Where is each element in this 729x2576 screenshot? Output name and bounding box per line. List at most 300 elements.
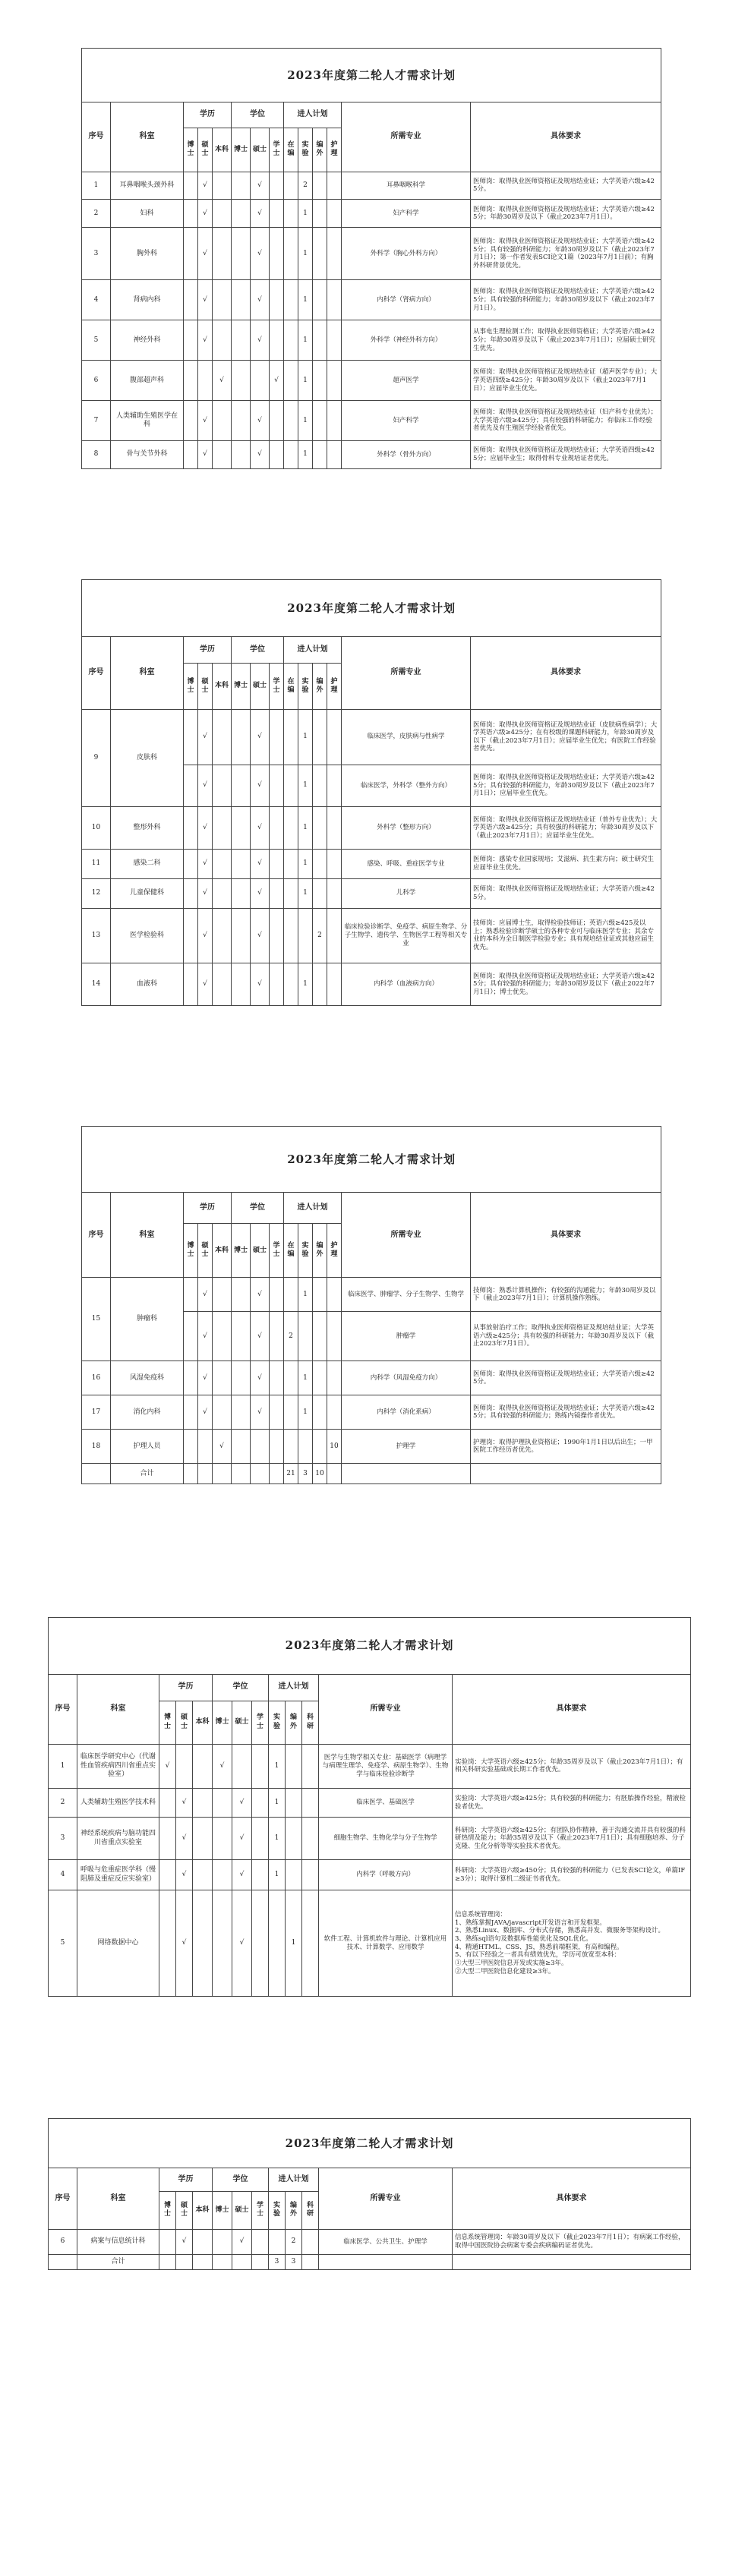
sub-bs: 学士 (270, 1224, 284, 1278)
sub-bs: 学士 (270, 128, 284, 172)
sub-master: 硕士 (176, 1701, 193, 1744)
plan-count (284, 361, 298, 401)
qualification-mark: √ (198, 807, 213, 850)
sub-ex: 编外 (286, 1701, 302, 1744)
qualification-mark: √ (213, 1430, 232, 1464)
plan-count (284, 401, 298, 441)
qualification-mark (184, 963, 198, 1006)
table-row (49, 2255, 691, 2270)
qualification-mark (232, 1278, 251, 1312)
qualification-mark (251, 1430, 270, 1464)
row-major: 临床医学，外科学（整外方向） (342, 765, 471, 807)
row-major: 内科学（呼吸方向） (319, 1859, 453, 1890)
qualification-mark: √ (251, 441, 270, 469)
col-degree: 学位 (213, 2168, 269, 2192)
sub-nurse: 护理 (327, 664, 342, 710)
plan-count: 2 (284, 1312, 298, 1361)
row-department: 人类辅助生殖医学在科 (111, 401, 184, 441)
page-3 (81, 1126, 661, 1484)
qualification-mark (270, 200, 284, 228)
col-major: 所需专业 (342, 1193, 471, 1278)
qualification-mark (213, 172, 232, 200)
table-row (49, 1890, 691, 1997)
plan-count (286, 1744, 302, 1788)
qualification-mark (232, 401, 251, 441)
qualification-mark (232, 1464, 251, 1484)
row-department: 妇科 (111, 200, 184, 228)
sub-in: 实验 (269, 2191, 286, 2229)
sub-bs: 学士 (252, 2191, 269, 2229)
plan-count: 1 (269, 1788, 286, 1817)
qualification-mark (270, 878, 284, 908)
qualification-mark (213, 1788, 232, 1817)
plan-count: 1 (298, 280, 313, 320)
sub-master: 硕士 (198, 1224, 213, 1278)
sub-adm: 科研 (302, 2191, 319, 2229)
plan-count: 1 (269, 1818, 286, 1859)
table-row (49, 2229, 691, 2255)
sub-ms: 硕士 (232, 1701, 252, 1744)
plan-count (302, 1788, 319, 1817)
qualification-mark: √ (251, 228, 270, 280)
col-no: 序号 (49, 2168, 77, 2229)
page-title: 2023年度第二轮人才需求计划 (82, 580, 661, 637)
row-major: 临床医学、基础医学 (319, 1788, 453, 1817)
sub-bs: 学士 (252, 1701, 269, 1744)
sub-dr: 博士 (232, 1224, 251, 1278)
qualification-mark: √ (198, 401, 213, 441)
plan-count: 1 (298, 807, 313, 850)
qualification-mark (213, 441, 232, 469)
qualification-mark (213, 709, 232, 765)
sub-phd: 博士 (184, 1224, 198, 1278)
row-number: 12 (82, 878, 111, 908)
col-edu: 学历 (159, 1674, 213, 1701)
table-row (82, 850, 661, 879)
plan-count (313, 320, 327, 361)
sub-bachelor: 本科 (213, 664, 232, 710)
row-major: 内科学（血液病方向） (342, 963, 471, 1006)
qualification-mark: √ (198, 1278, 213, 1312)
table-row (82, 401, 661, 441)
plan-count: 1 (298, 850, 313, 879)
qualification-mark (270, 1361, 284, 1395)
col-edu: 学历 (184, 102, 232, 128)
qualification-mark: √ (198, 1312, 213, 1361)
qualification-mark (213, 1859, 232, 1890)
plan-count (298, 1312, 313, 1361)
qualification-mark (213, 320, 232, 361)
row-major: 临床医学、公共卫生、护理学 (319, 2229, 453, 2255)
col-major: 所需专业 (319, 1674, 453, 1744)
row-requirement: 医师岗：取得执业医师资格证及规培结业证；大学英语六级≥425分；具有较强的科研能力，年龄30周岁及以下（截止2023年7月1日）；应届毕业生优先。 (471, 765, 661, 807)
row-major: 护理学 (342, 1430, 471, 1464)
row-number: 13 (82, 908, 111, 963)
row-major: 妇产科学 (342, 401, 471, 441)
qualification-mark (270, 765, 284, 807)
plan-count (327, 1361, 342, 1395)
plan-count (284, 908, 298, 963)
sub-adm: 编外 (313, 1224, 327, 1278)
col-degree: 学位 (232, 102, 284, 128)
row-requirement: 医师岗：取得执业医师资格证及规培结业证；大学英语六级≥425分。 (471, 172, 661, 200)
plan-count (327, 401, 342, 441)
plan-count (269, 1890, 286, 1997)
plan-count (286, 1859, 302, 1890)
qualification-mark (198, 1430, 213, 1464)
row-requirement: 医师岗：取得执业医师资格证及规培结业证；大学英语四级≥425分；应届毕业生；取得骨科专业规培证者优先。 (471, 441, 661, 469)
col-edu: 学历 (184, 1193, 232, 1224)
row-number: 8 (82, 441, 111, 469)
qualification-mark (270, 401, 284, 441)
plan-count (327, 1278, 342, 1312)
plan-count (327, 1312, 342, 1361)
row-department: 耳鼻咽喉头颈外科 (111, 172, 184, 200)
row-requirement: 技师岗：应届博士生，取得检验技师证；英语六级≥425及以上；熟悉检验诊断学硕士的各种专业可与临床医学专业；其余专业的本科为全日制医学检验专业；具有规培结业证或其他应届生优先。 (471, 908, 661, 963)
qualification-mark (213, 1361, 232, 1395)
qualification-mark (184, 361, 198, 401)
qualification-mark: √ (251, 850, 270, 879)
plan-count (313, 878, 327, 908)
qualification-mark (270, 228, 284, 280)
plan-count (284, 320, 298, 361)
qualification-mark: √ (251, 1395, 270, 1430)
plan-count (313, 1430, 327, 1464)
qualification-mark (184, 765, 198, 807)
page-4 (48, 1617, 690, 1997)
qualification-mark: √ (198, 441, 213, 469)
plan-count (327, 280, 342, 320)
row-major: 临床医学、肿瘤学、分子生物学、生物学 (342, 1278, 471, 1312)
sub-master: 硕士 (176, 2191, 193, 2229)
plan-count (284, 228, 298, 280)
col-plan: 进人计划 (269, 2168, 319, 2192)
qualification-mark (232, 200, 251, 228)
plan-count (284, 963, 298, 1006)
row-number: 5 (82, 320, 111, 361)
row-department: 骨与关节外科 (111, 441, 184, 469)
plan-count (313, 709, 327, 765)
qualification-mark (213, 2229, 232, 2255)
col-no: 序号 (82, 637, 111, 710)
plan-count: 1 (298, 401, 313, 441)
table-row (82, 441, 661, 469)
qualification-mark: √ (198, 172, 213, 200)
row-number: 1 (82, 172, 111, 200)
plan-count (327, 963, 342, 1006)
row-requirement: 实验岗：大学英语六级≥425分；年龄35周岁及以下（截止2023年7月1日）；有相关科研实验基础或长期工作者优先。 (453, 1744, 691, 1788)
plan-count (313, 401, 327, 441)
qualification-mark (252, 1890, 269, 1997)
plan-count (313, 1278, 327, 1312)
col-req: 具体要求 (471, 1193, 661, 1278)
plan-count: 3 (269, 2255, 286, 2270)
qualification-mark (252, 1818, 269, 1859)
qualification-mark: √ (198, 1361, 213, 1395)
qualification-mark (184, 908, 198, 963)
sub-dr: 博士 (213, 2191, 232, 2229)
table-row (82, 228, 661, 280)
sub-ms: 硕士 (251, 664, 270, 710)
qualification-mark (213, 850, 232, 879)
qualification-mark (184, 1312, 198, 1361)
qualification-mark (232, 172, 251, 200)
row-department: 医学检验科 (111, 908, 184, 963)
qualification-mark (213, 280, 232, 320)
col-degree: 学位 (232, 1193, 284, 1224)
row-department: 血液科 (111, 963, 184, 1006)
qualification-mark (232, 1361, 251, 1395)
plan-count (284, 1430, 298, 1464)
qualification-mark (213, 963, 232, 1006)
row-requirement: 医师岗：取得执业医师资格证及规培结业证；大学英语六级≥425分；具有较强的科研能力；熟练内镜操作者优先。 (471, 1395, 661, 1430)
qualification-mark: √ (251, 807, 270, 850)
qualification-mark (193, 2255, 213, 2270)
qualification-mark (270, 1395, 284, 1430)
row-number: 3 (82, 228, 111, 280)
qualification-mark (232, 361, 251, 401)
row-major: 超声医学 (342, 361, 471, 401)
sub-adm: 编外 (313, 128, 327, 172)
row-major: 耳鼻咽喉科学 (342, 172, 471, 200)
row-department: 胸外科 (111, 228, 184, 280)
sub-dr: 博士 (213, 1701, 232, 1744)
qualification-mark (232, 878, 251, 908)
row-major: 内科学（消化系病） (342, 1395, 471, 1430)
qualification-mark (176, 2255, 193, 2270)
qualification-mark (184, 441, 198, 469)
plan-count (327, 1464, 342, 1484)
sub-bs: 学士 (270, 664, 284, 710)
plan-count (327, 1395, 342, 1430)
plan-count (286, 1818, 302, 1859)
table-row (82, 1395, 661, 1430)
row-department: 护理人员 (111, 1430, 184, 1464)
qualification-mark (270, 441, 284, 469)
sub-ex: 实验 (298, 1224, 313, 1278)
qualification-mark (213, 228, 232, 280)
qualification-mark (232, 807, 251, 850)
qualification-mark: √ (198, 765, 213, 807)
qualification-mark (232, 709, 251, 765)
qualification-mark (193, 1744, 213, 1788)
plan-table-4 (48, 1617, 691, 1997)
qualification-mark (270, 172, 284, 200)
qualification-mark (270, 709, 284, 765)
plan-count (313, 361, 327, 401)
table-row (49, 1818, 691, 1859)
plan-count (327, 320, 342, 361)
col-no: 序号 (49, 1674, 77, 1744)
qualification-mark (198, 1464, 213, 1484)
plan-count: 1 (298, 1395, 313, 1430)
qualification-mark (232, 765, 251, 807)
sub-phd: 博士 (184, 664, 198, 710)
qualification-mark: √ (251, 1278, 270, 1312)
qualification-mark: √ (232, 1859, 252, 1890)
qualification-mark: √ (251, 172, 270, 200)
qualification-mark (270, 280, 284, 320)
row-requirement: 护理岗：取得护理执业资格证；1990年1月1日以后出生；一甲医院工作经历者优先。 (471, 1430, 661, 1464)
qualification-mark (184, 878, 198, 908)
sub-ex: 实验 (298, 128, 313, 172)
qualification-mark (232, 320, 251, 361)
plan-count: 1 (298, 228, 313, 280)
table-row (82, 1278, 661, 1312)
qualification-mark: √ (176, 1859, 193, 1890)
table-row (82, 200, 661, 228)
row-department: 风湿免疫科 (111, 1361, 184, 1395)
row-major: 外科学（神经外科方向） (342, 320, 471, 361)
row-requirement: 医师岗：取得执业医师资格证及规培结业证（妇产科专业优先）；大学英语六级≥425分；具有较强的科研能力；有临床工作经验者优先及有生殖医学经验者优先。 (471, 401, 661, 441)
sub-ms: 硕士 (232, 2191, 252, 2229)
qualification-mark: √ (251, 1361, 270, 1395)
qualification-mark: √ (251, 280, 270, 320)
plan-count: 21 (284, 1464, 298, 1484)
row-number: 17 (82, 1395, 111, 1430)
qualification-mark (159, 2255, 176, 2270)
qualification-mark: √ (251, 401, 270, 441)
row-department: 肿瘤科 (111, 1278, 184, 1361)
qualification-mark: √ (198, 878, 213, 908)
row-major: 妇产科学 (342, 200, 471, 228)
plan-count (313, 172, 327, 200)
row-number: 4 (49, 1859, 77, 1890)
plan-count (298, 908, 313, 963)
row-number: 4 (82, 280, 111, 320)
qualification-mark (193, 2229, 213, 2255)
table-row (82, 1430, 661, 1464)
row-number: 11 (82, 850, 111, 879)
plan-count (302, 1859, 319, 1890)
qualification-mark: √ (251, 765, 270, 807)
plan-count: 1 (286, 1890, 302, 1997)
page-title: 2023年度第二轮人才需求计划 (82, 1127, 661, 1193)
plan-count: 1 (298, 878, 313, 908)
qualification-mark (232, 2255, 252, 2270)
sub-ms: 硕士 (251, 1224, 270, 1278)
qualification-mark: √ (251, 320, 270, 361)
table-row (82, 1464, 661, 1484)
sub-bachelor: 本科 (213, 128, 232, 172)
row-department: 病案与信息统计科 (77, 2229, 159, 2255)
qualification-mark: √ (232, 1818, 252, 1859)
plan-count (284, 172, 298, 200)
plan-count (302, 1890, 319, 1997)
row-major: 细胞生物学、生物化学与分子生物学 (319, 1818, 453, 1859)
qualification-mark: √ (251, 200, 270, 228)
table-row (49, 1788, 691, 1817)
qualification-mark (252, 1744, 269, 1788)
col-dept: 科室 (77, 1674, 159, 1744)
qualification-mark (193, 1890, 213, 1997)
qualification-mark (184, 807, 198, 850)
qualification-mark: √ (198, 320, 213, 361)
plan-count (313, 280, 327, 320)
qualification-mark (184, 228, 198, 280)
row-department: 呼吸与危重症医学科（慢阻肺及重症反应实验室） (77, 1859, 159, 1890)
plan-count (284, 200, 298, 228)
col-req: 具体要求 (471, 637, 661, 710)
sub-master: 硕士 (198, 128, 213, 172)
plan-table-5 (48, 2118, 691, 2270)
row-requirement (471, 1464, 661, 1484)
row-number (49, 2255, 77, 2270)
qualification-mark (213, 1464, 232, 1484)
plan-count (327, 807, 342, 850)
col-dept: 科室 (111, 102, 184, 172)
row-requirement: 医师岗：取得执业医师资格证及规培结业证（普外专业优先）；大学英语六级≥425分；具有较强的科研能力；年龄30周岁及以下（截止2023年7月1日）；应届毕业生优先。 (471, 807, 661, 850)
sub-dr: 博士 (232, 128, 251, 172)
row-department: 神经外科 (111, 320, 184, 361)
sub-bachelor: 本科 (193, 2191, 213, 2229)
qualification-mark (213, 1818, 232, 1859)
qualification-mark (176, 1744, 193, 1788)
qualification-mark: √ (232, 1788, 252, 1817)
row-number: 15 (82, 1278, 111, 1361)
qualification-mark (159, 1890, 176, 1997)
col-major: 所需专业 (342, 637, 471, 710)
page-1 (81, 48, 661, 469)
qualification-mark (270, 908, 284, 963)
qualification-mark (252, 2255, 269, 2270)
plan-count: 1 (298, 441, 313, 469)
qualification-mark (232, 850, 251, 879)
qualification-mark: √ (198, 280, 213, 320)
sub-in: 在编 (284, 128, 298, 172)
qualification-mark (184, 1395, 198, 1430)
table-row (82, 807, 661, 850)
plan-table-1 (81, 48, 661, 469)
qualification-mark: √ (176, 1890, 193, 1997)
qualification-mark: √ (232, 1890, 252, 1997)
sub-bachelor: 本科 (193, 1701, 213, 1744)
qualification-mark: √ (198, 200, 213, 228)
qualification-mark (213, 1890, 232, 1997)
plan-count: 3 (298, 1464, 313, 1484)
table-row (82, 361, 661, 401)
qualification-mark (213, 1278, 232, 1312)
plan-count (313, 1361, 327, 1395)
col-dept: 科室 (111, 1193, 184, 1278)
sub-nurse: 护理 (327, 1224, 342, 1278)
plan-count (327, 172, 342, 200)
qualification-mark (213, 1312, 232, 1361)
row-major: 外科学（整形方向） (342, 807, 471, 850)
qualification-mark (232, 1430, 251, 1464)
qualification-mark (270, 320, 284, 361)
qualification-mark (252, 2229, 269, 2255)
table-row (49, 1744, 691, 1788)
page-title: 2023年度第二轮人才需求计划 (82, 49, 661, 102)
plan-count: 1 (298, 963, 313, 1006)
page-2 (81, 579, 661, 1006)
row-number: 10 (82, 807, 111, 850)
sub-bachelor: 本科 (213, 1224, 232, 1278)
plan-count (284, 765, 298, 807)
row-requirement: 实验岗：大学英语六级≥425分；具有较强的科研能力；有胚胎操作经验，精液检验者优先。 (453, 1788, 691, 1817)
row-requirement: 医师岗：感染专业国家规培；艾滋病、抗生素方向；硕士研究生应届毕业生优先。 (471, 850, 661, 879)
qualification-mark: √ (176, 1788, 193, 1817)
row-number: 7 (82, 401, 111, 441)
col-req: 具体要求 (471, 102, 661, 172)
plan-count: 3 (286, 2255, 302, 2270)
plan-count (327, 850, 342, 879)
plan-count (284, 280, 298, 320)
sub-in: 实验 (269, 1701, 286, 1744)
qualification-mark (270, 807, 284, 850)
plan-count (269, 2229, 286, 2255)
